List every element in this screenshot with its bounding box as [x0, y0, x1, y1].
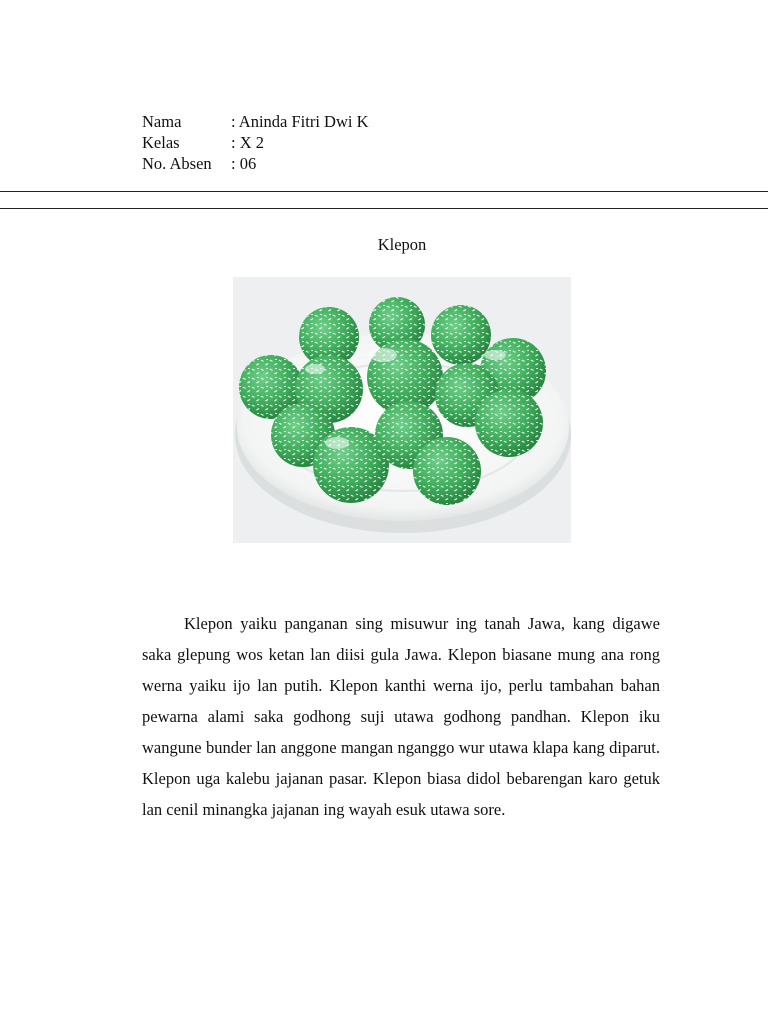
student-info	[142, 111, 369, 174]
info-label: Kelas	[142, 133, 180, 152]
info-row-nama	[142, 111, 369, 132]
klepon-photo	[233, 277, 571, 543]
klepon-description	[142, 608, 660, 825]
info-label: Nama	[142, 112, 182, 131]
header-divider-bottom	[0, 208, 768, 209]
info-row-kelas	[142, 132, 369, 153]
info-value: : Aninda Fitri Dwi K	[231, 112, 369, 131]
klepon-plate-photo-icon	[233, 277, 571, 543]
info-value: : 06	[231, 154, 257, 173]
info-value: : X 2	[231, 133, 264, 152]
header-divider-top	[0, 191, 768, 192]
description-paragraph: Klepon yaiku panganan sing misuwur ing tanah Jawa, kang digawe saka glepung wos ketan lan diisi gula Jawa. Klepon biasane mung ana rong werna yaiku ijo lan putih. Klepon kanthi werna ijo, perlu tambahan bahan pewarna alami saka godhong suji utawa godhong pandhan. Klepon iku wangune bunder lan anggone mangan nganggo wur utawa klapa kang diparut. Klepon uga kalebu jajanan pasar. Klepon biasa didol bebarengan karo getuk lan cenil minangka jajanan ing wayah esuk utawa sore.	[142, 614, 660, 819]
page-title: Klepon	[377, 235, 427, 254]
info-label: No. Absen	[142, 154, 212, 173]
info-row-absen	[142, 153, 369, 174]
